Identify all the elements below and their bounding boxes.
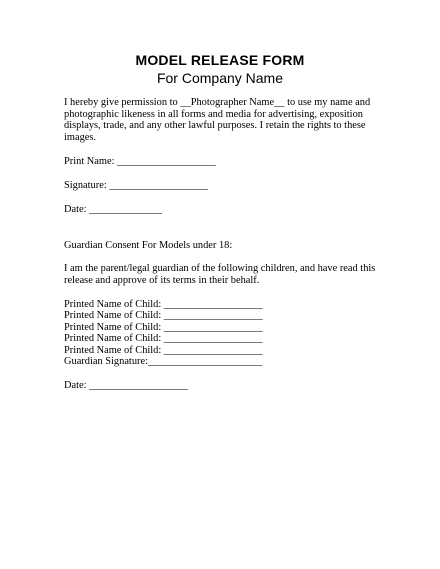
- child-name-field-3[interactable]: Printed Name of Child: ___________________: [64, 321, 263, 333]
- permission-line-3: displays, trade, and any other lawful purposes. I retain the rights to these: [64, 120, 366, 132]
- company-name: For Company Name: [156, 70, 284, 86]
- permission-line-4: images.: [64, 131, 97, 143]
- guardian-text-line-1: I am the parent/legal guardian of the following children, and have read this: [64, 263, 376, 275]
- permission-suffix: to use my name and: [284, 97, 371, 108]
- child-name-field-1[interactable]: Printed Name of Child: ___________________: [64, 298, 263, 310]
- child-name-field-5[interactable]: Printed Name of Child: ___________________: [64, 344, 263, 356]
- permission-paragraph: [64, 97, 384, 143]
- form-title: MODEL RELEASE FORM: [135, 52, 305, 68]
- form-body: [64, 97, 384, 392]
- guardian-text-line-2: release and approve of its terms in their behalf.: [64, 274, 260, 286]
- print-name-field[interactable]: Print Name: ___________________: [64, 155, 216, 167]
- guardian-heading: Guardian Consent For Models under 18:: [64, 239, 233, 251]
- final-date-field[interactable]: Date: ___________________: [64, 380, 188, 392]
- date-field[interactable]: Date: ______________: [64, 203, 162, 215]
- photographer-name-field[interactable]: __Photographer Name__: [180, 97, 285, 108]
- child-name-field-2[interactable]: Printed Name of Child: ___________________: [64, 310, 263, 322]
- permission-line-2: photographic likeness in all forms and media for advertising, exposition: [64, 108, 363, 120]
- permission-line-1: [64, 97, 384, 109]
- guardian-signature-field[interactable]: Guardian Signature:______________________: [64, 356, 263, 368]
- child-name-field-4[interactable]: Printed Name of Child: ___________________: [64, 333, 263, 345]
- permission-prefix: I hereby give permission to: [64, 97, 181, 108]
- signature-field[interactable]: Signature: ___________________: [64, 179, 209, 191]
